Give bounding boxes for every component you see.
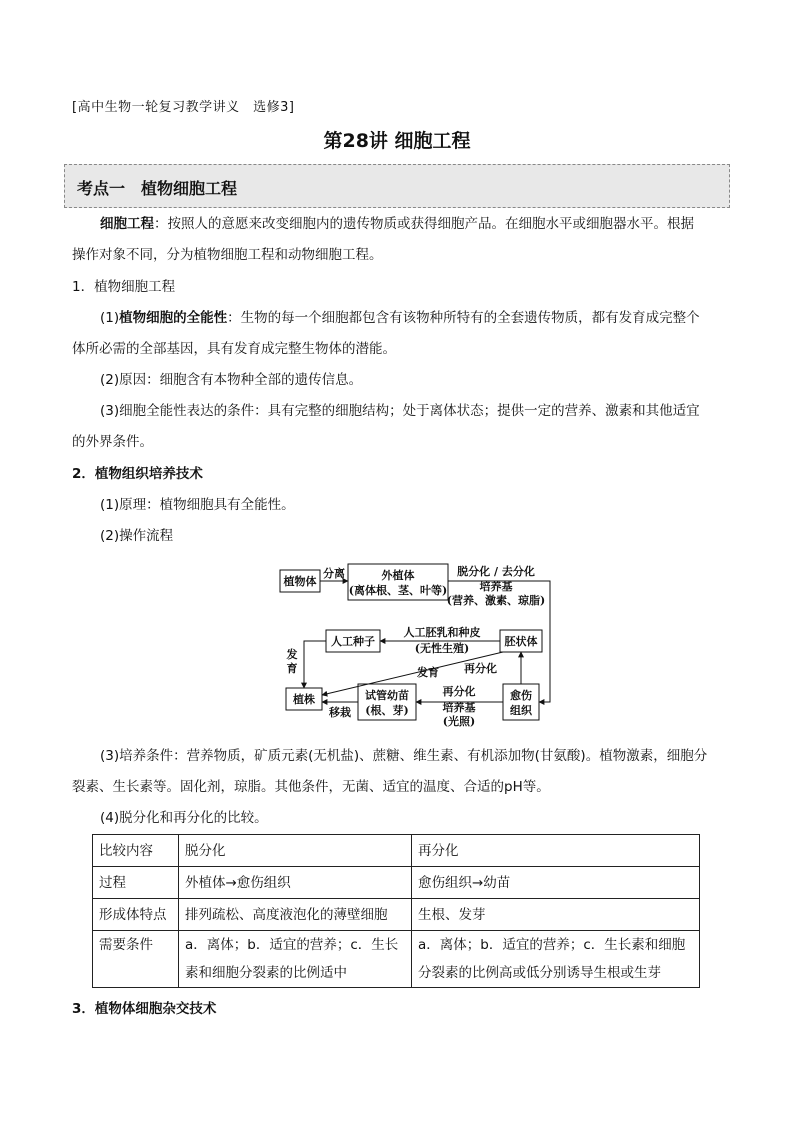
label-tube-note: (根、芽) — [365, 704, 409, 717]
table-header-cell: 脱分化 — [179, 835, 412, 867]
table-row — [93, 867, 700, 899]
table-row — [93, 931, 700, 988]
s2-p3-line1: (3)培养条件：营养物质，矿质元素(无机盐)、蔗糖、维生素、有机添加物(甘氨酸)。植物激素，细胞分 — [100, 748, 708, 764]
table-header-cell: 比较内容 — [93, 835, 179, 867]
s2-p2: (2)操作流程 — [100, 528, 174, 544]
table-cell — [412, 931, 700, 988]
label-dediff: 脱分化 / 去分化 — [457, 565, 535, 578]
label-rediff2: 再分化 — [442, 685, 476, 698]
label-explant-note: (离体根、茎、叶等) — [348, 584, 448, 597]
label-separate: 分离 — [323, 567, 345, 580]
section-heading: 考点一 植物细胞工程 — [77, 179, 238, 198]
label-plant: 植物体 — [283, 575, 317, 588]
s1-heading: 1．植物细胞工程 — [72, 279, 176, 295]
label-explant: 外植体 — [381, 569, 415, 582]
table-cell: 生根、发芽 — [412, 899, 700, 931]
label-artificial-coat: 人工胚乳和种皮 — [403, 626, 481, 639]
section-heading-box — [64, 164, 730, 208]
label-tube-seedling: 试管幼苗 — [365, 689, 409, 702]
s1-p1-num: (1) — [100, 310, 120, 326]
s1-p3-line2: 的外界条件。 — [72, 434, 153, 450]
table-cell: 愈伤组织→幼苗 — [412, 867, 700, 899]
s1-p1-line1 — [100, 303, 700, 334]
label-plantlet: 植株 — [293, 693, 315, 706]
label-medium2: 培养基 — [442, 701, 476, 714]
intro-line-1 — [100, 209, 694, 240]
label-embryoid: 胚状体 — [504, 635, 538, 648]
label-medium1-note: (营养、激素、琼脂) — [446, 594, 546, 607]
s1-p1-text: ：生物的每一个细胞都包含有该物种所特有的全套遗传物质，都有发育成完整个 — [227, 310, 700, 326]
label-develop-v2: 育 — [286, 662, 298, 675]
label-transplant: 移栽 — [329, 706, 351, 719]
table-header-cell: 再分化 — [412, 835, 700, 867]
req-col2-line1: a．离体；b．适宜的营养；c．生长 — [185, 937, 399, 953]
s3-heading: 3．植物体细胞杂交技术 — [72, 1001, 217, 1017]
s1-p2: (2)原因：细胞含有本物种全部的遗传信息。 — [100, 372, 363, 388]
label-develop: 发育 — [417, 666, 439, 679]
req-col2-line2: 素和细胞分裂素的比例适中 — [185, 965, 347, 981]
arrow-seed-plantlet — [304, 641, 326, 688]
req-col3-line1: a．离体；b．适宜的营养；c．生长素和细胞 — [418, 937, 686, 953]
intro-term: 细胞工程 — [100, 216, 154, 232]
table-cell: 过程 — [93, 867, 179, 899]
s1-p3-line1: (3)细胞全能性表达的条件：具有完整的细胞结构；处于离体状态；提供一定的营养、激素和其他适宜 — [100, 403, 700, 419]
intro-text-1: ：按照人的意愿来改变细胞内的遗传物质或获得细胞产品。在细胞水平或细胞器水平。根据 — [154, 216, 694, 232]
req-col3-line2: 分裂素的比例高或低分别诱导生根或生芽 — [418, 965, 661, 981]
header-note: [高中生物一轮复习教学讲义 选修3] — [72, 100, 295, 115]
table-header-row — [93, 835, 700, 867]
table-row — [93, 899, 700, 931]
s2-p4: (4)脱分化和再分化的比较。 — [100, 810, 268, 826]
label-medium1: 培养基 — [479, 580, 513, 593]
s2-heading: 2．植物组织培养技术 — [72, 466, 203, 482]
comparison-table — [92, 834, 700, 988]
table-cell: 排列疏松、高度液泡化的薄壁细胞 — [179, 899, 412, 931]
table-cell: 外植体→愈伤组织 — [179, 867, 412, 899]
table-cell — [179, 931, 412, 988]
s2-p1: (1)原理：植物细胞具有全能性。 — [100, 497, 295, 513]
table-cell: 需要条件 — [93, 931, 179, 988]
page-title: 第28讲 细胞工程 — [323, 130, 471, 152]
label-callus-1: 愈伤 — [510, 689, 532, 702]
s1-p1-term: 植物细胞的全能性 — [119, 310, 228, 326]
label-asexual: (无性生殖) — [414, 642, 470, 655]
label-medium2-note: (光照) — [442, 715, 476, 728]
label-callus-2: 组织 — [510, 704, 532, 717]
s2-p3-line2: 裂素、生长素等。固化剂，琼脂。其他条件，无菌、适宜的温度、合适的pH等。 — [72, 779, 550, 795]
label-artificial-seed: 人工种子 — [331, 635, 375, 648]
s1-p1-line2: 体所必需的全部基因，具有发育成完整生物体的潜能。 — [72, 341, 396, 357]
label-rediff1: 再分化 — [464, 662, 497, 675]
label-develop-v1: 发 — [286, 648, 298, 661]
table-cell: 形成体特点 — [93, 899, 179, 931]
tissue-culture-flow-diagram — [270, 560, 560, 730]
intro-line-2: 操作对象不同，分为植物细胞工程和动物细胞工程。 — [72, 247, 383, 263]
